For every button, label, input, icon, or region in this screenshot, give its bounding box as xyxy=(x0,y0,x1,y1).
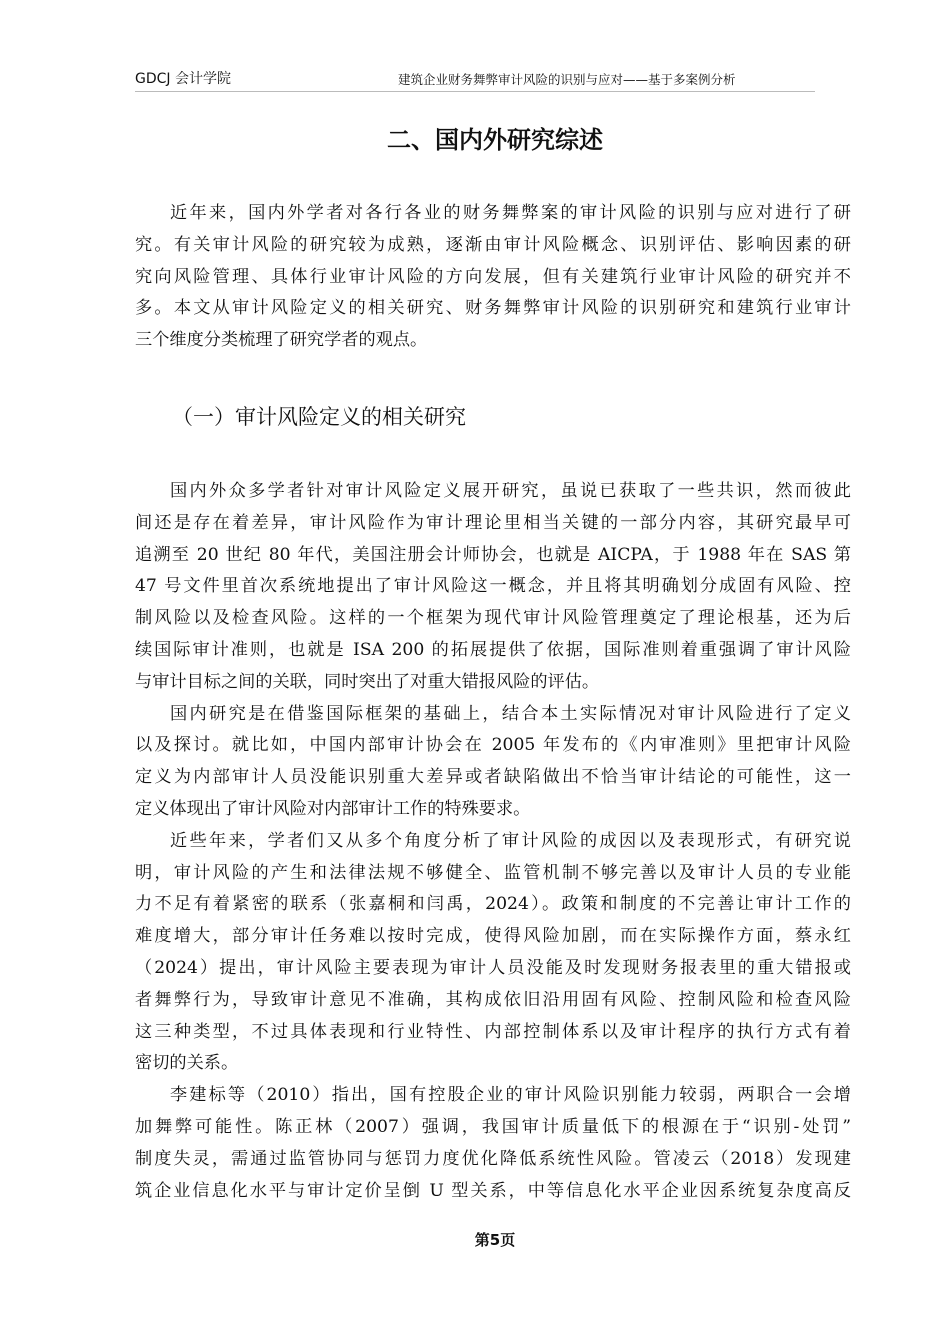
body-paragraphs xyxy=(135,476,851,1207)
paragraph-line: 近年来，国内外学者对各行各业的财务舞弊案的审计风险的识别与应对进行了研 xyxy=(170,203,851,223)
paragraph-line: 定义为内部审计人员没能识别重大差异或者缺陷做出不恰当审计结论的可能性，这一 xyxy=(135,767,851,788)
paragraph-line: 究。有关审计风险的研究较为成熟，逐渐由审计风险概念、识别评估、影响因素的研 xyxy=(135,234,851,255)
paragraph-line: 定义体现出了审计风险对内部审计工作的特殊要求。 xyxy=(135,798,531,819)
paragraph-line: 这三种类型，不过具体表现和行业特性、内部控制体系以及审计程序的执行方式有着 xyxy=(135,1021,851,1042)
paragraph-line: 国内研究是在借鉴国际框架的基础上，结合本土实际情况对审计风险进行了定义 xyxy=(170,703,851,724)
paragraph-line: 多。本文从审计风险定义的相关研究、财务舞弊审计风险的识别研究和建筑行业审计 xyxy=(135,298,851,319)
paragraph-line: 力不足有着紧密的联系（张嘉桐和闫禹，2024）。政策和制度的不完善让审计工作的 xyxy=(135,894,851,915)
paragraph-line: 国内外众多学者针对审计风险定义展开研究，虽说已获取了一些共识，然而彼此 xyxy=(170,481,851,501)
paragraph-line: 究向风险管理、具体行业审计风险的方向发展，但有关建筑行业审计风险的研究并不 xyxy=(135,266,851,287)
paragraph-line: （2024）提出，审计风险主要表现为审计人员没能及时发现财务报表里的重大错报或 xyxy=(135,957,851,978)
header-right: 建筑企业财务舞弊审计风险的识别与应对——基于多案例分析 xyxy=(398,72,736,87)
paragraph-line: 加舞弊可能性。陈正林（2007）强调，我国审计质量低下的根源在于“识别-处罚” xyxy=(135,1116,851,1137)
paragraph-line: 制风险以及检查风险。这样的一个框架为现代审计风险管理奠定了理论根基，还为后 xyxy=(135,608,851,629)
paragraph-line: 李建标等（2010）指出，国有控股企业的审计风险识别能力较弱，两职合一会增 xyxy=(170,1085,851,1106)
paragraph-line: 明，审计风险的产生和法律法规不够健全、监管机制不够完善以及审计人员的专业能 xyxy=(135,862,851,883)
header-divider xyxy=(135,91,815,92)
paragraph-line: 追溯至 20 世纪 80 年代，美国注册会计师协会，也就是 AICPA，于 1988 年在 SAS 第 xyxy=(135,544,851,565)
header-left: GDCJ 会计学院 xyxy=(135,71,231,87)
paragraph-line: 近些年来，学者们又从多个角度分析了审计风险的成因以及表现形式，有研究说 xyxy=(170,830,851,851)
paragraph-line: 续国际审计准则，也就是 ISA 200 的拓展提供了依据，国际准则着重强调了审计风险 xyxy=(135,639,851,660)
paragraph-line: 与审计目标之间的关联，同时突出了对重大错报风险的评估。 xyxy=(135,671,600,692)
section-title: 二、国内外研究综述 xyxy=(387,126,603,154)
subsection-title: （一）审计风险定义的相关研究 xyxy=(172,405,466,429)
paragraph-line: 难度增大，部分审计任务难以按时完成，使得风险加剧，而在实际操作方面，蔡永红 xyxy=(135,926,851,947)
paragraph-line: 间还是存在着差异，审计风险作为审计理论里相当关键的一部分内容，其研究最早可 xyxy=(135,512,851,533)
paragraph-line: 筑企业信息化水平与审计定价呈倒 U 型关系，中等信息化水平企业因系统复杂度高反 xyxy=(135,1180,851,1201)
paragraph-line: 制度失灵，需通过监管协同与惩罚力度优化降低系统性风险。管凌云（2018）发现建 xyxy=(135,1148,851,1169)
paragraph-line: 47 号文件里首次系统地提出了审计风险这一概念，并且将其明确划分成固有风险、控 xyxy=(135,576,851,597)
intro-paragraph xyxy=(135,198,851,357)
page-number: 第5页 xyxy=(474,1231,516,1249)
paragraph-line: 以及探讨。就比如，中国内部审计协会在 2005 年发布的《内审准则》里把审计风险 xyxy=(135,735,851,756)
paragraph-line: 密切的关系。 xyxy=(135,1053,239,1074)
paragraph-line: 三个维度分类梳理了研究学者的观点。 xyxy=(135,330,428,351)
paragraph-line: 者舞弊行为，导致审计意见不准确，其构成依旧沿用固有风险、控制风险和检查风险 xyxy=(135,989,851,1010)
